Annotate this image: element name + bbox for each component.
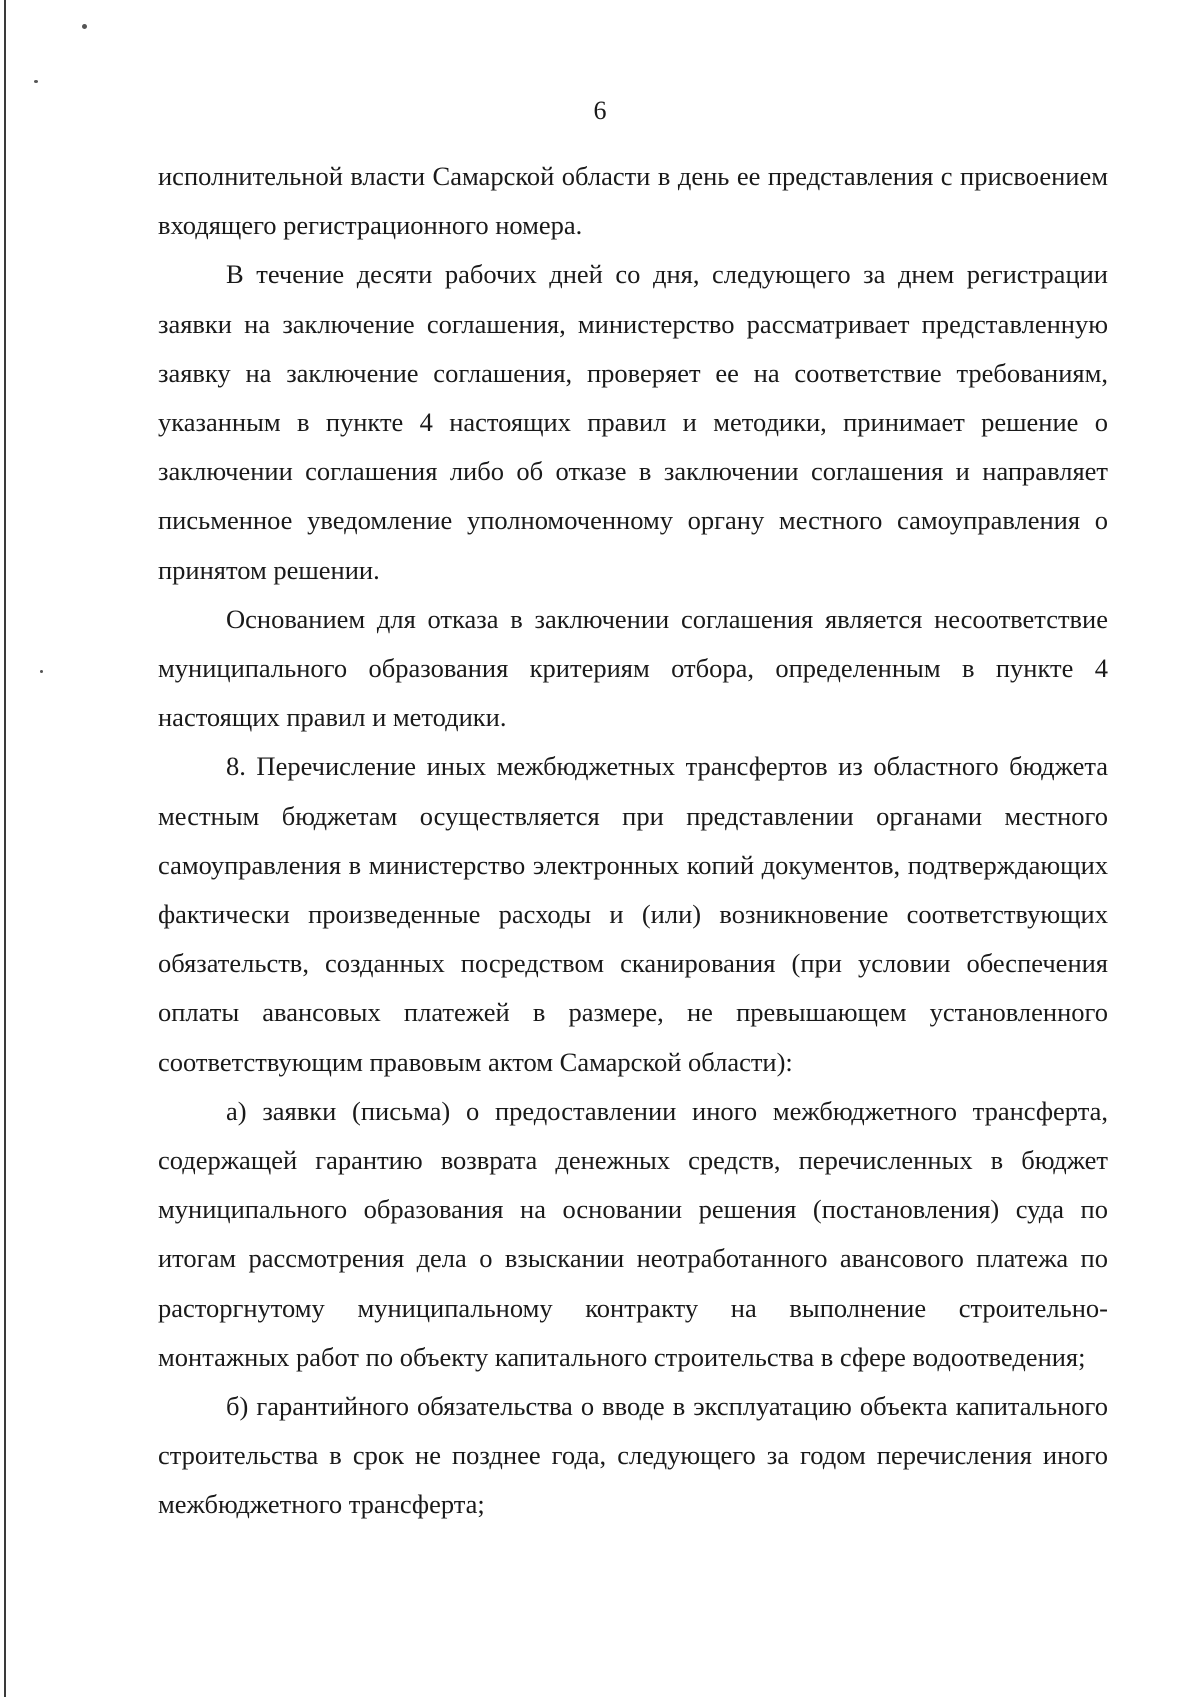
paragraph-subitem-a: а) заявки (письма) о предоставлении иного межбюджетного трансферта, содержащей гарантию возврата денежных средств, перечисленных в бюджет муниципального образования на основании решения (постановления) суда по итогам рассмотрения дела о взыскании неотработанного авансового платежа по расторгнутому муниципальному контракту на выполнение строительно-монтажных работ по объекту капитального строительства в сфере водоотведения;	[158, 1095, 1108, 1372]
scan-speck	[34, 80, 38, 83]
paragraph-refusal-grounds: Основанием для отказа в заключении соглашения является несоответствие муниципального образования критериям отбора, определенным в пункте 4 настоящих правил и методики.	[158, 603, 1108, 733]
scan-edge-line	[4, 0, 6, 1697]
scan-speck	[82, 24, 87, 29]
document-body	[158, 152, 1108, 1530]
scan-speck	[40, 670, 43, 673]
paragraph-review-period: В течение десяти рабочих дней со дня, следующего за днем регистрации заявки на заключение соглашения, министерство рассматривает представленную заявку на заключение соглашения, проверяет ее на соответствие требованиям, указанным в пункте 4 настоящих правил и методики, принимает решение о заключении соглашения либо об отказе в заключении соглашения и направляет письменное уведомление уполномоченному органу местного самоуправления о принятом решении.	[158, 259, 1108, 585]
paragraph-subitem-b: б) гарантийного обязательства о вводе в эксплуатацию объекта капитального строительства в срок не позднее года, следующего за годом перечисления иного межбюджетного трансферта;	[158, 1391, 1108, 1520]
paragraph-continuation: исполнительной власти Самарской области в день ее представления с присвоением входящего регистрационного номера.	[158, 161, 1108, 241]
paragraph-item-8: 8. Перечисление иных межбюджетных трансфертов из областного бюджета местным бюджетам осуществляется при представлении органами местного самоуправления в министерство электронных копий документов, подтверждающих фактически произведенные расходы и (или) возникновение соответствующих обязательств, созданных посредством сканирования (при условии обеспечения оплаты авансовых платежей в размере, не превышающем установленного соответствующим правовым актом Самарской области):	[158, 751, 1108, 1077]
page-number: 6	[593, 96, 607, 125]
